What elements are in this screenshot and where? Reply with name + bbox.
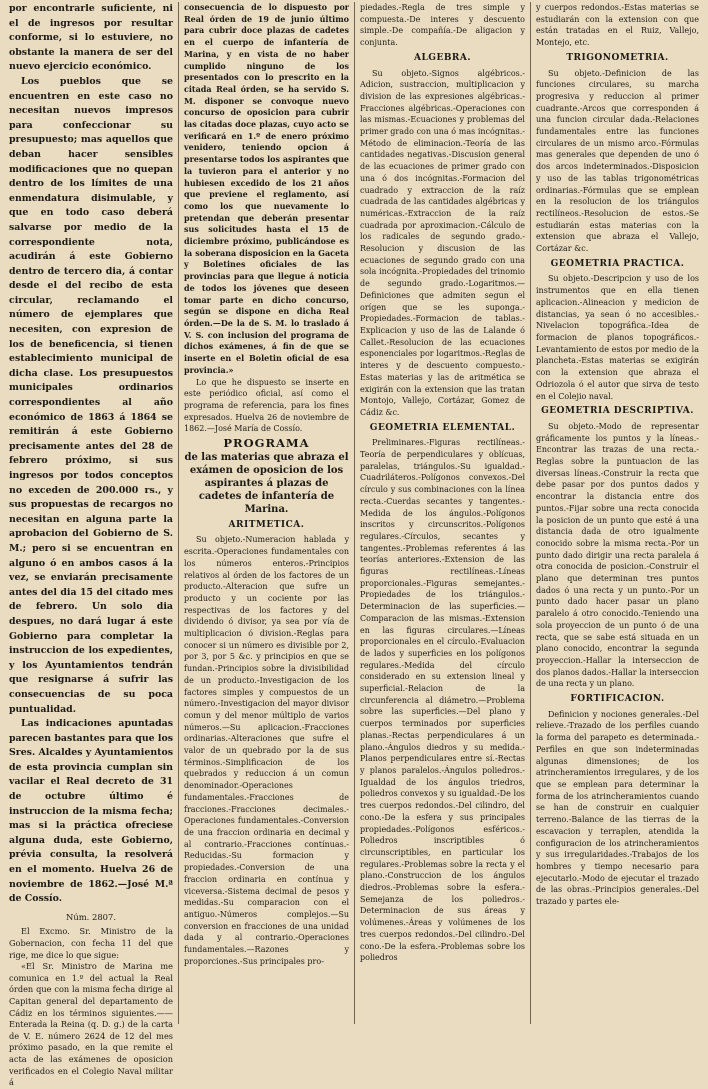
paragraph: Los pueblos que se encuentren en este caso no necesitan nuevos impresos para confeccionar su presupuesto; mas aquellos que deban hacer sensibles modificaciones que no quepan dentro de los límites de una enmendatura disimulable, y que en todo caso deberá salvarse por medio de la correspondiente nota, acudirán á este Gobierno dentro de tercero dia, á contar desde el del recibo de esta circular, reclamando el número de ejemplares que necesiten, con expresion de los de beneficencia, si tienen establecimiento municipal de dicha clase. Los presupuestos municipales ordinarios correspondientes al año económico de 1863 á 1864 se remitirán á este Gobierno precisamente antes del 28 de febrero próximo, si sus ingresos por todos conceptos no exceden de 200.000 rs., y sus propuestas de recargos no necesitan en alguna parte la aprobacion del Gobierno de S. M.; pero si se encuentran en alguno ó en ambos casos á la vez, se enviarán precisamente antes del dia 15 del citado mes de febrero. Un solo dia despues, no dará lugar á este Gobierno para completar la instruccion de los expedientes, y los Ayuntamientos tendrán que resignarse á sufrir las consecuencias de su poca puntualidad. <box>9 75 173 715</box>
paragraph: por encontrarle suficiente, ni el de ingresos por resultar conforme, si lo estuviere, no obstante la manera de ser del nuevo ejercicio económico. <box>9 3 173 73</box>
paragraph: «El Sr. Ministro de Marina me comunica en 1.º del actual la Real órden que con la misma fecha dirige al Capitan general del departamento de Cádiz en los términos siguientes.——Enterada la Reina (q. D. g.) de la carta de V. E. número 2624 de 12 del mes próximo pasado, en la que remite el acta de las exámenes de oposicion verificados en el Colegio Naval militar á <box>9 961 173 1088</box>
paragraph: El Excmo. Sr. Ministro de la Gobernacion, con fecha 11 del que rige, me dice lo que sigue: <box>9 926 173 960</box>
paragraph: Su objeto.-Descripcion y uso de los instrumentos que en ella tienen aplicacion.-Alineacion y medicion de distancias, ya sean ó no accesibles.-Nivelacion topográfica.-Idea de formacion de planos topográficos.-Levantamiento de estos por medio de la plancheta.-Estas materias se exigirán con la extension que abraza el Odriozola ó el autor que sirva de testo en el Colejio naval. <box>536 274 699 401</box>
section-heading-geometria-elemental: GEOMETRIA ELEMENTAL. <box>369 422 516 433</box>
paragraph: piedades.-Regla de tres simple y compuesta.-De interes y descuento simple.-De compañía.-De aligacion y conjunta. <box>360 3 525 48</box>
section-heading-aritmetica: ARITMETICA. <box>228 519 305 530</box>
section-heading-trigonometria: TRIGONOMETRIA. <box>566 52 669 63</box>
paragraph: Las indicaciones apuntadas parecen bastantes para que los Sres. Alcaldes y Ayuntamientos de esta provincia cumplan sin vacilar el Real decreto de 31 de octubre último é instruccion de la misma fecha; mas si la práctica ofreciese alguna duda, este Gobierno, prévia consulta, la resolverá en el momento. Huelva 26 de noviembre de 1862.—José M.ª de Cossío. <box>9 718 173 905</box>
paragraph: Lo que he dispuesto se inserte en este periódico oficial, así como el programa de referencia, para los fines expresados. Huelva 26 de noviembre de 1862.—José María de Cossío. <box>184 377 349 434</box>
column-1 <box>4 2 179 1088</box>
column-3 <box>355 2 531 1024</box>
paragraph: Su objeto.-Signos algébricos.-Adicion, sustraccion, multiplicacion y division de las expresiones algébricas.-Fracciones algébricas.-Operaciones con las mismas.-Ecuaciones y problemas del primer grado con una ó mas incógnitas.-Método de eliminacion.-Teoría de las cantidades negativas.-Discusion general de las ecuaciones de primer grado con una ó dos incógnitas.-Formacion del cuadrado y extraccion de la raíz cuadrada de las cantidades algébricas y numéricas.-Extraccion de la raíz cuadrada por aproximacion.-Cálculo de los radicales de segundo grado.-Resolucion y discusion de las ecuaciones de segundo grado con una sola incógnita.-Propiedades del trinomio de segundo grado.-Logaritmos.—Definiciones que admiten segun el orígen que se les suponga.-Propiedades.-Formacion de tablas.-Explicacion y uso de las de Lalande ó Callet.-Resolucion de las ecuaciones esponenciales por logaritmos.-Reglas de interes y de descuento compuesto.-Estas materias y las de aritmética se exigirán con la extension que las tratan Montojo, Vallejo, Cortázar, Gomez de Cádiz &c. <box>360 68 525 417</box>
section-heading-geometria-practica: GEOMETRIA PRACTICA. <box>550 258 685 269</box>
paragraph: Preliminares.-Figuras rectilíneas.-Teoría de perpendiculares y oblícuas, paralelas, triángulos.-Su igualdad.-Cuadriláteros.-Polígonos convexos.-Del círculo y sus combinaciones con la línea recta.-Cuerdas secantes y tangentes.-Medida de los ángulos.-Polígonos inscritos y circunscritos.-Polígonos regulares.-Círculos, secantes y tangentes.-Problemas referentes á las teorías anteriores.-Extension de las figuras rectilíneas.-Líneas proporcionales.-Figuras semejantes.-Propiedades de los triángulos.-Determinacion de las superficies.—Comparacion de las mismas.-Extension en las figuras circulares.—Líneas proporcionales en el círculo.-Evaluacion de lados y superficies en los polígonos regulares.-Medida del círculo considerado en su extension lineal y superficial.-Relacion de la circunferencia al diámetro.—Problema sobre las superficies.—Del plano y cuerpos terminados por superficies planas.-Rectas perpendiculares á un plano.-Ángulos diedros y su medida.-Planos perpendiculares entre sí.-Rectas y planos paralelos.-Ángulos poliedros.-Igualdad de los ángulos triedros, poliedros convexos y su igualdad.-De los tres cuerpos redondos.-Del cilindro, del cono.-De la esfera y sus principales propiedades.-Polígonos esféricos.-Poliedros inscriptibles ó circunscriptibles, en particular los regulares.-Problemas sobre la recta y el plano.-Construccion de los ángulos diedros.-Problemas sobre la esfera.-Semejanza de los poliedros.-Determinacion de sus áreas y volúmenes.-Áreas y volúmenes de los tres cuerpos redondos.-Del cilindro.-Del cono.-De la esfera.-Problemas sobre los poliedros <box>360 438 525 963</box>
column-4 <box>531 2 704 1024</box>
section-heading-fortificacion: FORTIFICACION. <box>570 694 665 705</box>
column-2 <box>179 2 355 1024</box>
paragraph: consecuencia de lo dispuesto por Real órden de 19 de junio último para cubrir doce plazas de cadetes en el cuerpo de infantería de Marina, y en vista de no haber cumplido ninguno de los presentados con lo prescrito en la citada Real órden, se ha servido S. M. disponer se convoque nuevo concurso de oposicion para cubrir las citadas doce plazas, cuyo acto se verificará en 1.º de enero próximo venidero, teniendo opcion á presentarse todos los aspirantes que la tuvieron para el anterior y no hubiesen excedido de los 21 años que previene el reglamento, así como los que nuevamente lo pretendan que deberán presentar sus solicitudes hasta el 15 de diciembre próximo, publicándose es la soberana disposicion en la Gaceta y Boletines oficiales de las provincias para que llegue á noticia de todos los jóvenes que deseen tomar parte en dicho concurso, según se dispone en dicha Real órden.—De la de S. M. lo traslado á V. S. con inclusion del programa de dichos exámenes, á fin de que se inserte en el Boletin oficial de esa provincia.» <box>184 2 349 375</box>
paragraph: Definicion y nociones generales.-Del relieve.-Trazado de los perfiles cuando la forma del parapeto es determinada.-Perfiles en que son indeterminadas algunas dimensiones; de los atrincheramientos irregulares, y de los que se emplean para determinar la forma de los atrincheramientos cuando se han de construir en cualquier terreno.-Balance de las tierras de la escavacion y terraplen, atendida la configuracion de los atrincheramientos y sus irregularidades.-Trabajos de los hombres y tiempo necesario para ejecutarlo.-Modo de ejecutar el trazado de las obras.-Principios generales.-Del trazado y partes ele- <box>536 709 699 907</box>
section-heading-geometria-descriptiva: GEOMETRIA DESCRIPTIVA. <box>541 406 694 417</box>
item-number: Núm. 2807. <box>66 911 116 922</box>
paragraph: Su objeto.-Modo de representar gráficamente los puntos y la líneas.-Encontrar las trazas de una recta.-Reglas sobre la puntuacion de las diversas líneas.-Construir la recta que debe pasar por dos puntos dados y encontrar la distancia entre dos puntos.-Fijar sobre una recta conocida la posicion de un punto que esté á una distancia dada de otro igualmente conocido sobre la misma recta.-Por un punto dado dirigir una recta paralela á otra conocida de posicion.-Construir el plano que determinan tres puntos dados ó una recta y un punto.-Por un punto dado hacer pasar un plano paralelo á otro conocido.-Teniendo una sola proyeccion de un punto ó de una recta, que se sabe está situada en un plano conocido, encontrar la segunda proyeccion.-Hallar la interseccion de dos planos dados.-Hallar la interseccion de una recta y un plano. <box>536 421 699 689</box>
paragraph: Su objeto.-Numeracion hablada y escrita.-Operaciones fundamentales con los números enteros.-Principios relativos al órden de los factores de un producto.-Alteracion que sufre un producto y un cociente por las respectivas de los factores y del dividendo ó divisor, ya sea por vía de multiplicacion ó division.-Reglas para conocer si un número es divisible por 2, por 3, por 5 &c. y principios en que se fundan.-Principios sobre la divisibilidad de un producto.-Investigacion de los factores simples y compuestos de un número.-Investigacion del mayor divisor comun y del menor múltiplo de varios números.—Su aplicacion.-Fracciones ordinarias.-Alteraciones que sufre el valor de un quebrado por la de sus términos.-Simplificacion de los quebrados y reduccion á un comun denominador.-Operaciones fundamentales.-Fracciones de fracciones.-Fracciones decimales.-Operaciones fundamentales.-Conversion de una fraccion ordinaria en decimal y al contrario.-Fracciones contínuas.-Reducidas.-Su formacion y propiedades.-Conversion de una fraccion ordinaria en contínua y viceversa.-Sistema decimal de pesos y medidas.-Su comparacion con el antiguo.-Números complejos.—Su conversion en fracciones de una unidad dada y al contrario.-Operaciones fundamentales.—Razones y proporciones.-Sus principales pro- <box>184 535 349 966</box>
programa-title: PROGRAMA <box>223 436 310 451</box>
programa-subtitle: de las materias que abraza el exámen de oposicion de los aspirantes á plazas de cadetes de infantería de Marina. <box>184 451 349 515</box>
section-heading-algebra: ALGEBRA. <box>413 52 472 63</box>
paragraph: y cuerpos redondos.-Estas materias se estudiarán con la extension con que están tratadas en el Ruiz, Vallejo, Montejo, etc. <box>536 3 699 48</box>
paragraph: Su objeto.-Definicion de las funciones circulares, su marcha progresiva y reduccion al primer cuadrante.-Arcos que corresponden á una funcion circular dada.-Relaciones fundamentales entre las funciones circulares de un mismo arco.-Fórmulas mas generales que dependen de uno ó dos arcos indeterminados.-Disposicion y uso de las tablas trigonométricas ordinarias.-Fórmulas que se emplean en la resolucion de los triángulos rectilíneos.-Resolucion de estos.-Se estudiarán estas materias con la extension que abraza el Vallejo, Cortázar &c. <box>536 68 699 254</box>
